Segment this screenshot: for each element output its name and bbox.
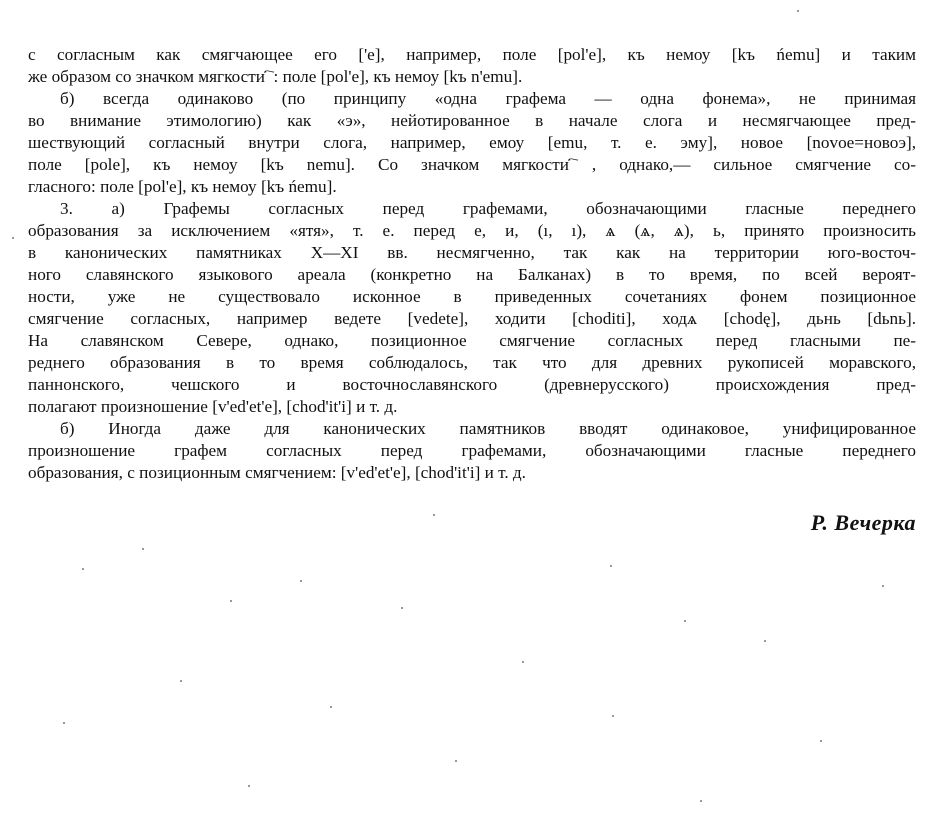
scan-speck	[230, 600, 232, 602]
author-signature: Р. Вечерка	[810, 510, 916, 535]
paragraph	[28, 44, 916, 88]
text-line: с согласным как смягчающее его ['e], например, поле [pol'e], къ немоу [kъ ńemu] и таким	[28, 45, 916, 64]
text-line: ности, уже не существовало исконное в приведенных сочетаниях фонем позиционное	[28, 287, 916, 306]
scan-speck	[764, 640, 766, 642]
text-line: б) Иногда даже для канонических памятников вводят одинаковое, унифицированное	[60, 419, 916, 438]
scan-speck	[882, 585, 884, 587]
scan-speck	[82, 568, 84, 570]
scan-speck	[700, 800, 702, 802]
text-line: 3. а) Графемы согласных перед графемами, обозначающими гласные переднего	[60, 199, 916, 218]
paragraph	[28, 88, 916, 198]
scan-speck	[455, 760, 457, 762]
text-line: На славянском Севере, однако, позиционное смягчение согласных перед гласными пе-	[28, 331, 916, 350]
paragraph	[28, 418, 916, 484]
scan-speck	[248, 785, 250, 787]
scan-speck	[522, 661, 524, 663]
text-line: образования, с позиционным смягчением: [v'ed'et'e], [chod'it'i] и т. д.	[28, 463, 526, 482]
paragraph	[28, 198, 916, 418]
scan-speck	[180, 680, 182, 682]
text-line: образования за исключением «ятя», т. е. перед е, и, (ı, ı), ѧ (ѧ, ѧ), ь, принято произносить	[28, 221, 916, 240]
text-line: ного славянского языкового ареала (конкретно на Балканах) в то время, по всей вероят-	[28, 265, 916, 284]
text-line: смягчение согласных, например ведете [vedete], ходити [choditi], ходѧ [chodę], дьнь [dьnь].	[28, 309, 916, 328]
scan-speck	[300, 580, 302, 582]
text-line: реднего образования в то время соблюдалось, так что для древних рукописей моравского,	[28, 353, 916, 372]
text-line: во внимание этимологию) как «э», нейотированное в начале слога и несмягчающее пред-	[28, 111, 916, 130]
scan-speck	[612, 715, 614, 717]
scan-speck	[820, 740, 822, 742]
scan-speck	[433, 514, 435, 516]
text-line: полагают произношение [v'ed'et'e], [chod'it'i] и т. д.	[28, 397, 398, 416]
text-line: же образом со значком мягкости ҇ : поле [pol'e], къ немоу [kъ n'emu].	[28, 67, 523, 86]
text-line: в канонических памятниках X—XI вв. несмягченно, так как на территории юго-восточ-	[28, 243, 916, 262]
scan-speck	[142, 548, 144, 550]
text-line: произношение графем согласных перед графемами, обозначающими гласные переднего	[28, 441, 916, 460]
scan-speck	[63, 722, 65, 724]
text-line: шествующий согласный внутри слога, например, емоу [emu, т. е. эму], новое [novoe=новоэ],	[28, 133, 916, 152]
text-line: поле [pole], къ немоу [kъ nemu]. Со значком мягкости ҇, однако,— сильное смягчение со-	[28, 155, 916, 174]
text-line: паннонского, чешского и восточнославянского (древнерусского) происхождения пред-	[28, 375, 916, 394]
document-page	[28, 44, 916, 484]
scan-speck	[12, 237, 14, 239]
scan-speck	[401, 607, 403, 609]
text-line: гласного: поле [pol'e], къ немоу [kъ ńemu].	[28, 177, 337, 196]
scan-speck	[684, 620, 686, 622]
text-line: б) всегда одинаково (по принципу «одна графема — одна фонема», не принимая	[60, 89, 916, 108]
scan-speck	[330, 706, 332, 708]
scan-speck	[610, 565, 612, 567]
scan-speck	[797, 10, 799, 12]
